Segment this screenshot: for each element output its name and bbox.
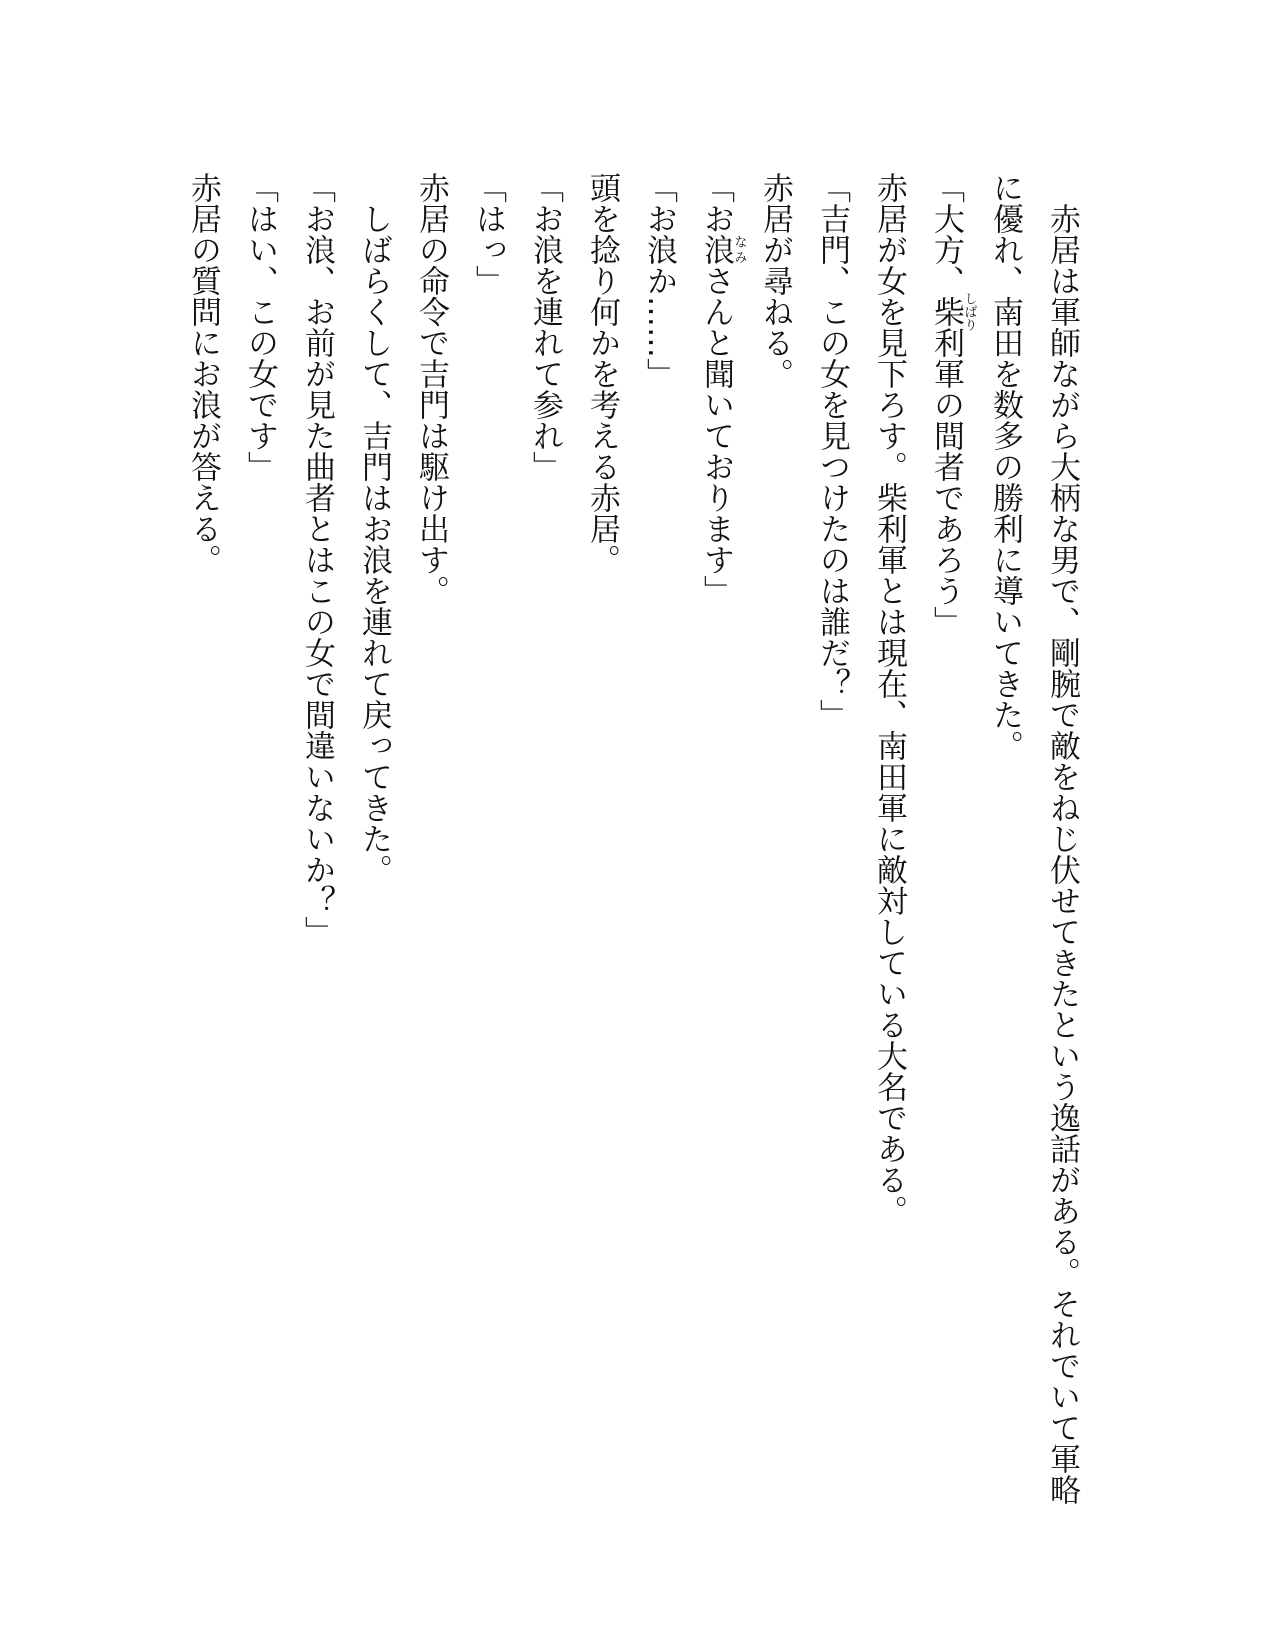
text-line: 赤居が尋ねる。	[757, 172, 793, 389]
text-line-with-ruby	[687, 172, 746, 1512]
text-line: 「お浪、お前が見た曲者とはこの女で間違いないか？」	[299, 172, 335, 947]
text-line: しばらくして、吉門はお浪を連れて戻ってきた。	[356, 203, 392, 885]
text-line: 「お浪を連れて参れ」	[527, 172, 563, 482]
text-segment: 「お	[698, 172, 734, 234]
ruby-reading: なみ	[731, 234, 747, 265]
text-segment: さんと聞いております」	[698, 265, 734, 606]
text-line: 頭を捻り何かを考える赤居。	[584, 172, 620, 575]
text-line: に優れ、南田を数多の勝利に導いてきた。	[987, 172, 1023, 761]
text-line: 「吉門、この女を見つけたのは誰だ？」	[814, 172, 850, 730]
text-line: 赤居が女を見下ろす。柴利軍とは現在、南田軍に敵対している大名である。	[871, 172, 907, 1226]
text-segment: 「大方、	[928, 172, 964, 296]
ruby-base: 柴	[928, 292, 964, 331]
text-line: 「お浪か……」	[641, 172, 677, 389]
text-line: 赤居は軍師ながら大柄な男で、剛腕で敵をねじ伏せてきたという逸話がある。それでいて軍略	[1044, 203, 1080, 1505]
vertical-text-body	[174, 172, 1090, 1512]
text-line: 「はっ」	[470, 172, 506, 296]
text-line: 「はい、この女です」	[242, 172, 278, 482]
ruby-annotation	[698, 234, 747, 265]
text-segment: 利軍の間者であろう」	[928, 327, 964, 637]
ruby-reading: しばり	[961, 292, 977, 331]
text-line: 赤居の質問にお浪が答える。	[185, 172, 221, 575]
text-line-with-ruby	[917, 172, 976, 1512]
ruby-annotation	[928, 292, 977, 331]
ruby-base: 浪	[698, 234, 734, 265]
text-line: 赤居の命令で吉門は駆け出す。	[413, 172, 449, 606]
